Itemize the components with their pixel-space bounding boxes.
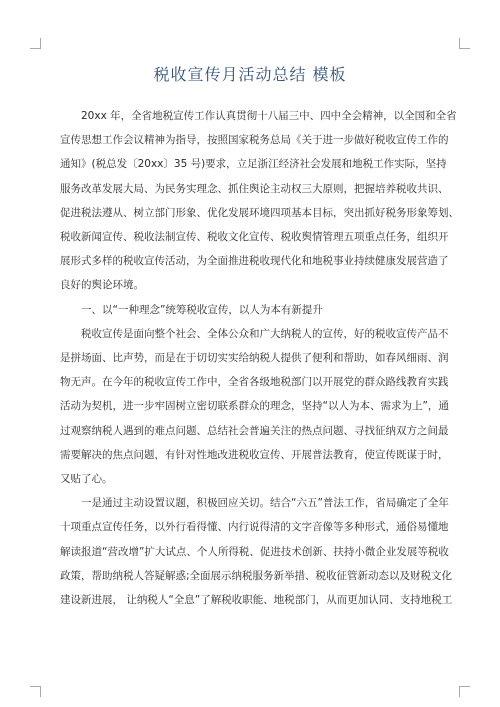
text-line: 是拼场面、比声势，而是在于切切实实给纳税人提供了便利和帮助，如春风细雨、润: [60, 352, 449, 365]
document-title: 税收宣传月活动总结 模板: [153, 65, 347, 84]
crop-mark-bottom-left: [30, 686, 41, 697]
text-line: 20xx 年，全省地税宣传工作认真贯彻十八届三中、四中全会精神，以全国和全省: [81, 110, 457, 122]
text-line: 又贴了心。: [60, 473, 113, 486]
text-line: 十项重点宣传任务，以外行看得懂、内行说得清的文字音像等多种形式，通俗易懂地: [60, 521, 449, 534]
text-line: 一、以“一种理念”统筹税收宣传，以人为本有新提升: [81, 303, 323, 316]
text-line: 通知》(税总发〔20xx〕35 号)要求，立足浙江经济社会发展和地税工作实际，坚持: [60, 158, 447, 171]
crop-mark-top-left: [30, 38, 41, 49]
section-heading: [60, 298, 440, 322]
text-line: 物无声。在今年的税收宣传工作中，全省各级地税部门以开展党的群众路线教育实践: [60, 376, 449, 389]
text-line: 过观察纳税人遇到的难点问题、总结社会普遍关注的热点问题、寻找征纳双方之间最: [60, 424, 449, 437]
text-line: 一是通过主动设置议题，积极回应关切。结合“六五”普法工作，省局确定了全年: [81, 497, 449, 510]
text-line: 税收宣传是面向整个社会、全体公众和广大纳税人的宣传，好的税收宣传产品不: [81, 327, 449, 340]
text-line: 政策，帮助纳税人答疑解惑;全面展示纳税服务新举措、税收征管新动态以及财税文化: [60, 569, 453, 582]
text-line: 税收新闻宣传、税收法制宣传、税收文化宣传、税收舆情管理五项重点任务，组织开: [60, 231, 449, 244]
paragraph: [60, 491, 453, 612]
text-line: 需要解决的焦点问题，有针对性地改进税收宣传、开展普法教育，使宣传既谋于时，: [60, 448, 449, 461]
text-line: 促进税法遵从、树立部门形象、优化发展环境四项基本目标，突出抓好税务形象筹划、: [60, 206, 459, 219]
text-line: 建设新进展， 让纳税人“全息”了解税收职能、地税部门，从而更加认同、支持地税工: [60, 594, 453, 607]
text-line: 解读报道“营改增”扩大试点、个人所得税、促进技术创新、扶持小微企业发展等税收: [60, 545, 449, 558]
paragraph: [60, 104, 459, 298]
crop-mark-bottom-right: [459, 686, 470, 697]
text-line: 活动为契机，进一步牢固树立密切联系群众的理念，坚持“以人为本、需求为上”，通: [60, 400, 449, 413]
text-line: 良好的舆论环境。: [60, 279, 144, 292]
text-line: 展形式多样的税收宣传活动，为全面推进税收现代化和地税事业持续健康发展营造了: [60, 255, 449, 268]
paragraph: [60, 322, 449, 491]
crop-mark-top-right: [459, 38, 470, 49]
text-line: 宣传思想工作会议精神为指导，按照国家税务总局《关于进一步做好税收宣传工作的: [60, 134, 449, 147]
text-line: 服务改革发展大局、为民务实理念、抓住舆论主动权三大原则，把握培养税收共识、: [60, 182, 449, 195]
document-body: [60, 104, 459, 612]
